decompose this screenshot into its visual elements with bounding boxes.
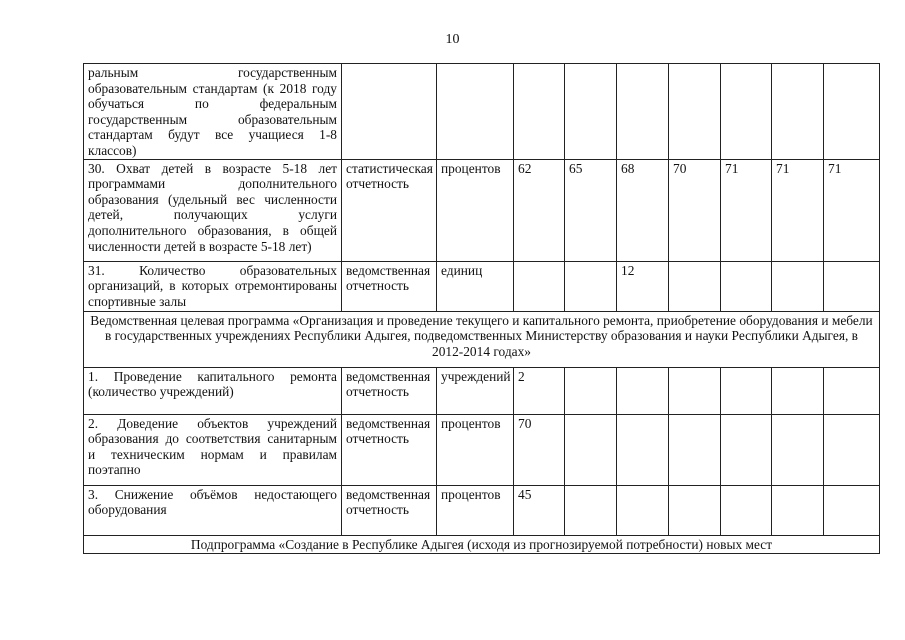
- unit-cell: процентов: [437, 485, 514, 535]
- value-cell: [772, 261, 824, 311]
- value-cell: [565, 414, 617, 485]
- value-cell: [669, 367, 721, 414]
- value-cell: [772, 64, 824, 160]
- section-header-row: [84, 311, 880, 367]
- indicator-cell: 30. Охват детей в возрасте 5-18 лет программами дополнительного образования (удельный вес численности детей, получающих услуги дополнительного образования, в общей численности детей в возрасте 5-18 лет): [84, 159, 342, 261]
- value-cell: [721, 367, 772, 414]
- value-cell: 71: [721, 159, 772, 261]
- value-cell: 12: [617, 261, 669, 311]
- table-row: [84, 485, 880, 535]
- section-title: Ведомственная целевая программа «Организация и проведение текущего и капитального ремонта, приобретение оборудования и мебели в государственных учреждениях Республики Адыгея, подведомственных Министерству образования и науки Республики Адыгея, в 2012-2014 годах»: [84, 311, 880, 367]
- table-row: [84, 414, 880, 485]
- unit-cell: учреждений: [437, 367, 514, 414]
- value-cell: 62: [514, 159, 565, 261]
- indicator-cell: 3. Снижение объёмов недостающего оборудования: [84, 485, 342, 535]
- value-cell: [565, 367, 617, 414]
- value-cell: [824, 367, 880, 414]
- unit-cell: процентов: [437, 414, 514, 485]
- value-cell: [617, 367, 669, 414]
- section-title: Подпрограмма «Создание в Республике Адыгея (исходя из прогнозируемой потребности) новых мест: [84, 535, 880, 553]
- source-cell: [342, 64, 437, 160]
- value-cell: 71: [772, 159, 824, 261]
- value-cell: [721, 261, 772, 311]
- value-cell: 2: [514, 367, 565, 414]
- page-number: 10: [445, 32, 460, 47]
- value-cell: [565, 261, 617, 311]
- indicators-table: [83, 63, 880, 554]
- value-cell: [721, 485, 772, 535]
- value-cell: [617, 485, 669, 535]
- source-cell: ведомственная отчетность: [342, 485, 437, 535]
- value-cell: 45: [514, 485, 565, 535]
- unit-cell: единиц: [437, 261, 514, 311]
- value-cell: [669, 485, 721, 535]
- value-cell: [669, 414, 721, 485]
- value-cell: [514, 64, 565, 160]
- indicator-cell: 1. Проведение капитального ремонта (количество учреждений): [84, 367, 342, 414]
- value-cell: [617, 64, 669, 160]
- table-row: [84, 367, 880, 414]
- value-cell: [565, 64, 617, 160]
- table-row: [84, 159, 880, 261]
- value-cell: 65: [565, 159, 617, 261]
- value-cell: [514, 261, 565, 311]
- unit-cell: процентов: [437, 159, 514, 261]
- indicator-cell: 31. Количество образовательных организаций, в которых отремонтированы спортивные залы: [84, 261, 342, 311]
- value-cell: [772, 485, 824, 535]
- value-cell: [772, 367, 824, 414]
- table-row: [84, 261, 880, 311]
- value-cell: [824, 485, 880, 535]
- source-cell: ведомственная отчетность: [342, 367, 437, 414]
- value-cell: 68: [617, 159, 669, 261]
- unit-cell: [437, 64, 514, 160]
- value-cell: [669, 261, 721, 311]
- value-cell: [824, 261, 880, 311]
- value-cell: [617, 414, 669, 485]
- value-cell: [721, 64, 772, 160]
- source-cell: статистическая отчетность: [342, 159, 437, 261]
- value-cell: [721, 414, 772, 485]
- table-row: [84, 64, 880, 160]
- value-cell: [772, 414, 824, 485]
- source-cell: ведомственная отчетность: [342, 414, 437, 485]
- value-cell: [824, 414, 880, 485]
- value-cell: 70: [669, 159, 721, 261]
- value-cell: 70: [514, 414, 565, 485]
- value-cell: [669, 64, 721, 160]
- indicator-cell: 2. Доведение объектов учреждений образования до соответствия санитарным и техническим нормам и правилам поэтапно: [84, 414, 342, 485]
- value-cell: [824, 64, 880, 160]
- value-cell: [565, 485, 617, 535]
- value-cell: 71: [824, 159, 880, 261]
- indicator-cell: ральным государственным образовательным стандартам (к 2018 году обучаться по федеральным государственным образовательным стандартам будут все учащиеся 1-8 классов): [84, 64, 342, 160]
- section-header-row: [84, 535, 880, 553]
- source-cell: ведомственная отчетность: [342, 261, 437, 311]
